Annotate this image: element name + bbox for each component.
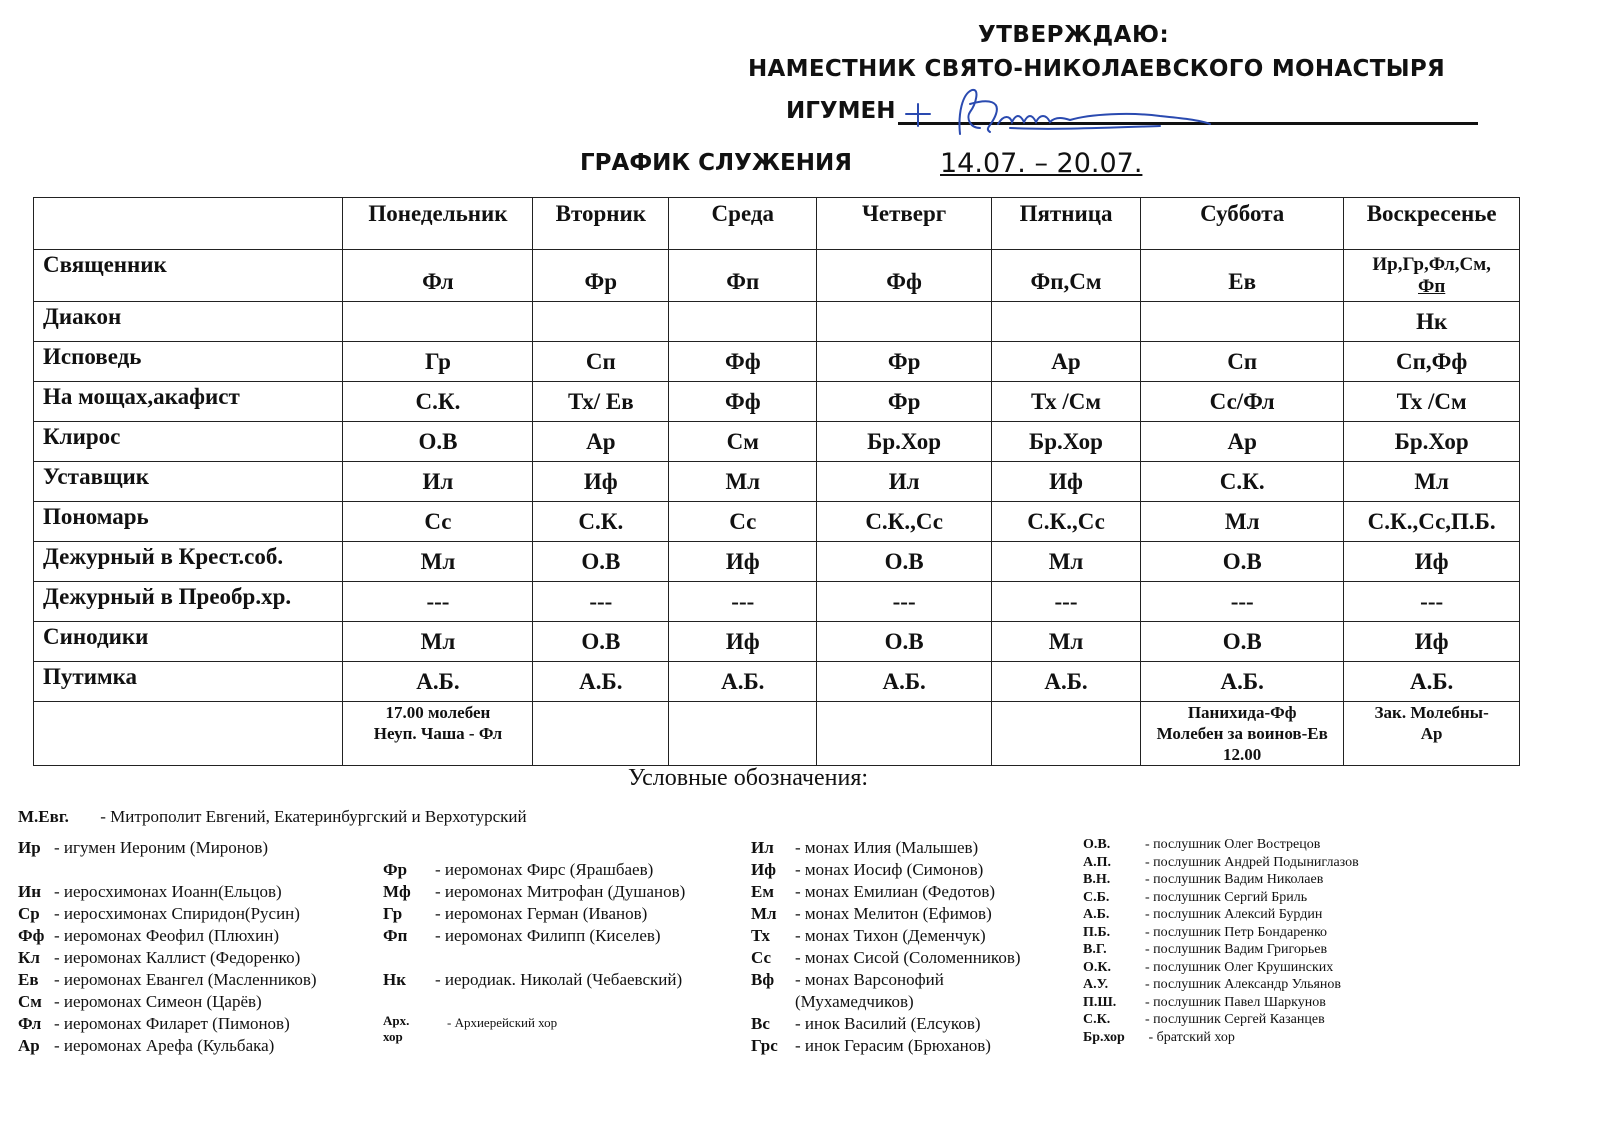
row-label: Исповедь	[34, 342, 343, 382]
table-cell: ---	[1141, 582, 1344, 622]
legend-text: - монах Мелитон (Ефимов)	[795, 904, 992, 923]
table-cell: Сс/Фл	[1141, 382, 1344, 422]
legend-abbr: Иф	[751, 860, 776, 879]
legend-text: - иеромонах Арефа (Кульбака)	[54, 1036, 275, 1055]
table-cell: Мл	[991, 622, 1140, 662]
notes-cell-monday	[343, 702, 533, 766]
legend-abbr: В.Г.	[1083, 942, 1107, 957]
legend-text: - иеромонах Филипп (Киселев)	[435, 926, 661, 945]
header-empty	[34, 198, 343, 250]
table-cell: ---	[533, 582, 669, 622]
legend-column-4	[1083, 836, 1359, 1046]
legend-text: - иеромонах Симеон (Царёв)	[54, 992, 262, 1011]
table-cell: Сп	[533, 342, 669, 382]
legend-text: - послушник Петр Бондаренко	[1145, 924, 1328, 940]
header-day: Пятница	[991, 198, 1140, 250]
legend-abbr: Вс	[751, 1014, 770, 1033]
legend-text: - послушник Андрей Подыниглазов	[1145, 854, 1359, 870]
legend-abbr: Вф	[751, 970, 775, 989]
note-line: 17.00 молебен	[385, 703, 491, 722]
table-row	[34, 422, 1520, 462]
table-row	[34, 622, 1520, 662]
legend-abbr: Грс	[751, 1036, 778, 1055]
legend-abbr: М.Евг.	[18, 807, 69, 826]
header-day: Воскресенье	[1344, 198, 1520, 250]
schedule-table	[33, 197, 1520, 766]
legend-text: - монах Тихон (Деменчук)	[795, 926, 986, 945]
table-cell: С.К.	[533, 502, 669, 542]
legend-item	[1083, 976, 1359, 994]
table-cell: Тх/ Ев	[533, 382, 669, 422]
table-cell: Ар	[533, 422, 669, 462]
legend-abbr-line: хор	[383, 1029, 403, 1044]
note-line: Молебен за воинов-Ев	[1156, 724, 1328, 743]
legend-item	[18, 925, 317, 947]
row-label: Пономарь	[34, 502, 343, 542]
table-cell: Сп	[1141, 342, 1344, 382]
legend-abbr-line: Арх.	[383, 1013, 410, 1028]
legend-abbr: Мл	[751, 904, 777, 923]
table-cell: Бр.Хор	[1344, 422, 1520, 462]
table-cell: Тх /См	[1344, 382, 1520, 422]
header-day: Четверг	[817, 198, 992, 250]
legend-text: - иеросхимонах Спиридон(Русин)	[54, 904, 300, 923]
note-line: Ар	[1420, 724, 1443, 743]
legend-item	[751, 859, 1021, 881]
legend-abbr: С.К.	[1083, 1012, 1111, 1027]
table-cell: Мл	[1344, 462, 1520, 502]
table-cell: Бр.Хор	[991, 422, 1140, 462]
table-row	[34, 342, 1520, 382]
approval-line-3: ИГУМЕН	[786, 98, 896, 124]
approval-line-1: УТВЕРЖДАЮ:	[978, 22, 1170, 48]
legend-text: - монах Сисой (Соломенников)	[795, 948, 1021, 967]
legend-abbr: О.К.	[1083, 959, 1112, 975]
legend-abbr: С.Б.	[1083, 889, 1110, 905]
table-cell: ---	[991, 582, 1140, 622]
table-cell: Ил	[817, 462, 992, 502]
row-label: На мощах,акафист	[34, 382, 343, 422]
legend-abbr: Мф	[383, 882, 411, 901]
table-cell: Фп,См	[991, 250, 1140, 302]
legend-item	[18, 903, 317, 925]
legend-item	[1083, 994, 1359, 1012]
table-cell: Иф	[1344, 542, 1520, 582]
legend-text: - братский хор	[1145, 1029, 1235, 1045]
legend-metropolitan	[18, 806, 527, 828]
table-cell: Фл	[343, 250, 533, 302]
table-cell: Нк	[1344, 302, 1520, 342]
legend-text: - Архиерейский хор	[447, 1015, 558, 1030]
legend-abbr: А.Б.	[1083, 907, 1110, 922]
table-cell	[817, 302, 992, 342]
legend-abbr: Тх	[751, 926, 770, 945]
cell-line: Фп	[1418, 275, 1446, 297]
legend-abbr: Фф	[18, 926, 45, 945]
legend-text: - инок Василий (Елсуков)	[795, 1014, 981, 1033]
legend-text: - послушник Сергей Казанцев	[1145, 1012, 1325, 1027]
notes-empty	[817, 702, 992, 766]
legend-text: - послушник Сергий Бриль	[1145, 889, 1308, 905]
legend-text: - иеромонах Феофил (Плюхин)	[54, 926, 280, 945]
table-cell: А.Б.	[817, 662, 992, 702]
legend-item	[751, 947, 1021, 969]
legend-text: - монах Варсонофий	[795, 970, 944, 989]
table-cell: О.В	[533, 542, 669, 582]
table-cell: А.Б.	[669, 662, 817, 702]
table-cell: С.К.,Сс	[817, 502, 992, 542]
row-label: Клирос	[34, 422, 343, 462]
legend-abbr: А.П.	[1083, 854, 1111, 870]
legend-text: - послушник Вадим Николаев	[1145, 872, 1324, 887]
table-cell: С.К.	[343, 382, 533, 422]
table-cell: Фф	[669, 342, 817, 382]
legend-item	[1083, 889, 1359, 907]
table-cell: О.В	[1141, 622, 1344, 662]
legend-spacer	[383, 991, 685, 1013]
table-cell: С.К.,Сс,П.Б.	[1344, 502, 1520, 542]
table-cell: Фф	[669, 382, 817, 422]
table-cell: Иф	[669, 542, 817, 582]
legend-item	[751, 903, 1021, 925]
legend-text: - послушник Олег Вострецов	[1145, 837, 1321, 852]
table-cell	[669, 302, 817, 342]
signature-icon	[900, 84, 1240, 154]
legend-item	[751, 837, 1021, 859]
table-cell: С.К.	[1141, 462, 1344, 502]
table-cell: Гр	[343, 342, 533, 382]
legend-spacer	[383, 947, 685, 969]
notes-cell-saturday	[1141, 702, 1344, 766]
table-header-row	[34, 198, 1520, 250]
table-cell: Бр.Хор	[817, 422, 992, 462]
legend-text: - игумен Иероним (Миронов)	[54, 838, 269, 857]
legend-text: - Митрополит Евгений, Екатеринбургский и Верхотурский	[100, 807, 527, 826]
table-cell: Мл	[669, 462, 817, 502]
legend-spacer	[18, 859, 317, 881]
legend-item	[18, 969, 317, 991]
table-row	[34, 502, 1520, 542]
table-cell: О.В	[533, 622, 669, 662]
legend-column-1	[18, 837, 317, 1057]
legend-text: - послушник Алексий Бурдин	[1145, 907, 1323, 922]
legend-text: - монах Емилиан (Федотов)	[795, 882, 996, 901]
row-label: Дежурный в Крест.соб.	[34, 542, 343, 582]
legend-item	[1083, 941, 1359, 959]
legend-text: - иеромонах Каллист (Федоренко)	[54, 948, 301, 967]
legend-item	[18, 991, 317, 1013]
table-cell	[533, 302, 669, 342]
header-day: Вторник	[533, 198, 669, 250]
table-cell: Фр	[817, 342, 992, 382]
header-day: Суббота	[1141, 198, 1344, 250]
legend-item	[1083, 1011, 1359, 1029]
legend-item	[383, 881, 685, 903]
row-label: Священник	[34, 250, 343, 302]
legend-abbr: Ир	[18, 838, 41, 857]
table-cell: Сс	[343, 502, 533, 542]
legend-item	[1083, 836, 1359, 854]
legend-abbr: В.Н.	[1083, 872, 1111, 887]
header-day: Понедельник	[343, 198, 533, 250]
legend-text: - иеромонах Фирс (Ярашбаев)	[435, 860, 654, 879]
title-dates: 14.07. – 20.07.	[940, 148, 1143, 179]
legend-abbr: Ем	[751, 882, 774, 901]
table-cell: Иф	[669, 622, 817, 662]
table-row	[34, 250, 1520, 302]
row-label: Дежурный в Преобр.хр.	[34, 582, 343, 622]
legend-item	[383, 859, 685, 881]
legend-item	[1083, 871, 1359, 889]
table-row	[34, 302, 1520, 342]
legend-abbr: См	[18, 992, 42, 1011]
table-cell: А.Б.	[1141, 662, 1344, 702]
legend-abbr: А.У.	[1083, 977, 1109, 992]
table-cell: Мл	[343, 542, 533, 582]
legend-item	[383, 925, 685, 947]
table-cell: Ар	[1141, 422, 1344, 462]
legend-title: Условные обозначения:	[628, 765, 869, 791]
table-row	[34, 582, 1520, 622]
table-cell: Фп	[669, 250, 817, 302]
legend-abbr: П.Ш.	[1083, 994, 1117, 1010]
legend-text: - иеромонах Герман (Иванов)	[435, 904, 648, 923]
table-cell	[343, 302, 533, 342]
schedule-title	[580, 148, 1143, 179]
legend-item	[18, 837, 317, 859]
table-cell: Мл	[991, 542, 1140, 582]
note-line: 12.00	[1223, 745, 1262, 764]
table-cell: Мл	[343, 622, 533, 662]
table-cell: Ев	[1141, 250, 1344, 302]
notes-empty	[991, 702, 1140, 766]
legend-item	[751, 1013, 1021, 1035]
table-cell: См	[669, 422, 817, 462]
table-cell: О.В	[1141, 542, 1344, 582]
table-row	[34, 382, 1520, 422]
table-cell: Фр	[817, 382, 992, 422]
legend-item	[383, 903, 685, 925]
legend-item	[18, 1013, 317, 1035]
legend-abbr: Фп	[383, 926, 408, 945]
legend-abbr: Ил	[751, 838, 774, 857]
legend-text: - монах Иосиф (Симонов)	[795, 860, 984, 879]
table-cell: А.Б.	[343, 662, 533, 702]
table-cell	[991, 302, 1140, 342]
table-cell: Иф	[533, 462, 669, 502]
legend-item	[383, 969, 685, 991]
table-row	[34, 542, 1520, 582]
notes-row	[34, 702, 1520, 766]
table-cell: О.В	[817, 622, 992, 662]
legend-item	[1083, 924, 1359, 942]
legend-abbr: Нк	[383, 970, 407, 989]
legend-text: - послушник Александр Ульянов	[1145, 977, 1341, 992]
legend-item	[751, 969, 1021, 991]
legend-text: (Мухамедчиков)	[795, 992, 914, 1011]
legend-abbr: Кл	[18, 948, 40, 967]
legend-item	[751, 925, 1021, 947]
legend-item	[18, 1035, 317, 1057]
table-row	[34, 462, 1520, 502]
legend-text: - монах Илия (Малышев)	[795, 838, 979, 857]
table-row	[34, 662, 1520, 702]
legend-text: - иеромонах Митрофан (Душанов)	[435, 882, 686, 901]
legend-text: - инок Герасим (Брюханов)	[795, 1036, 991, 1055]
legend-abbr: Фр	[383, 860, 408, 879]
legend-item	[751, 1035, 1021, 1057]
legend-abbr: Гр	[383, 904, 403, 923]
table-cell: С.К.,Сс	[991, 502, 1140, 542]
legend-abbr: Бр.хор	[1083, 1029, 1125, 1045]
title-text: ГРАФИК СЛУЖЕНИЯ	[580, 150, 852, 176]
table-cell: А.Б.	[1344, 662, 1520, 702]
legend-abbr: Сс	[751, 948, 772, 967]
note-line: Панихида-Фф	[1187, 703, 1297, 722]
legend-abbr: Ев	[18, 970, 39, 989]
row-label: Уставщик	[34, 462, 343, 502]
legend-text: - иеромонах Филарет (Пимонов)	[54, 1014, 290, 1033]
table-cell: Сп,Фф	[1344, 342, 1520, 382]
table-cell: Иф	[991, 462, 1140, 502]
notes-empty	[533, 702, 669, 766]
legend-text: - иеродиак. Николай (Чебаевский)	[435, 970, 683, 989]
legend-item	[751, 991, 1021, 1013]
note-line: Неуп. Чаша - Фл	[373, 724, 503, 743]
legend-item	[751, 881, 1021, 903]
row-label: Путимка	[34, 662, 343, 702]
legend-abbr: П.Б.	[1083, 924, 1111, 940]
table-cell: ---	[817, 582, 992, 622]
legend-text: - послушник Павел Шаркунов	[1145, 994, 1326, 1010]
legend-abbr: Ср	[18, 904, 40, 923]
cell-line: Ир,Гр,Фл,См,	[1372, 253, 1491, 275]
table-cell: Фр	[533, 250, 669, 302]
table-cell: ---	[669, 582, 817, 622]
legend-abbr: Ар	[18, 1036, 40, 1055]
table-cell: Ар	[991, 342, 1140, 382]
table-cell: А.Б.	[991, 662, 1140, 702]
legend-item	[1083, 1029, 1359, 1047]
legend-item	[1083, 854, 1359, 872]
legend-text: - иеромонах Евангел (Масленников)	[54, 970, 317, 989]
header-day: Среда	[669, 198, 817, 250]
legend-abbr: Фл	[18, 1014, 42, 1033]
legend-item	[383, 1013, 685, 1045]
legend-abbr: О.В.	[1083, 837, 1111, 852]
table-cell: Ил	[343, 462, 533, 502]
legend-item	[1083, 959, 1359, 977]
legend-abbr	[383, 1013, 447, 1045]
table-cell: А.Б.	[533, 662, 669, 702]
legend-item	[1083, 906, 1359, 924]
note-line: Зак. Молебны-	[1374, 703, 1489, 722]
table-cell: Сс	[669, 502, 817, 542]
row-label: Диакон	[34, 302, 343, 342]
legend-column-2	[383, 859, 685, 1045]
legend-text: - послушник Вадим Григорьев	[1145, 942, 1328, 957]
table-cell: ---	[343, 582, 533, 622]
legend-abbr: Ин	[18, 882, 42, 901]
table-cell	[1141, 302, 1344, 342]
table-cell: Фф	[817, 250, 992, 302]
notes-cell-sunday	[1344, 702, 1520, 766]
table-cell: О.В	[817, 542, 992, 582]
table-cell: Иф	[1344, 622, 1520, 662]
legend-item	[18, 947, 317, 969]
legend-item	[18, 881, 317, 903]
table-cell: Тх /См	[991, 382, 1140, 422]
table-cell: Мл	[1141, 502, 1344, 542]
legend-text: - иеросхимонах Иоанн(Ельцов)	[54, 882, 282, 901]
row-label: Синодики	[34, 622, 343, 662]
table-cell	[1344, 250, 1520, 302]
table-cell: ---	[1344, 582, 1520, 622]
notes-empty	[669, 702, 817, 766]
approval-line-2: НАМЕСТНИК СВЯТО-НИКОЛАЕВСКОГО МОНАСТЫРЯ	[748, 56, 1446, 82]
legend-text: - послушник Олег Крушинских	[1145, 959, 1334, 975]
notes-empty	[34, 702, 343, 766]
table-cell: О.В	[343, 422, 533, 462]
legend-column-3	[751, 837, 1021, 1057]
